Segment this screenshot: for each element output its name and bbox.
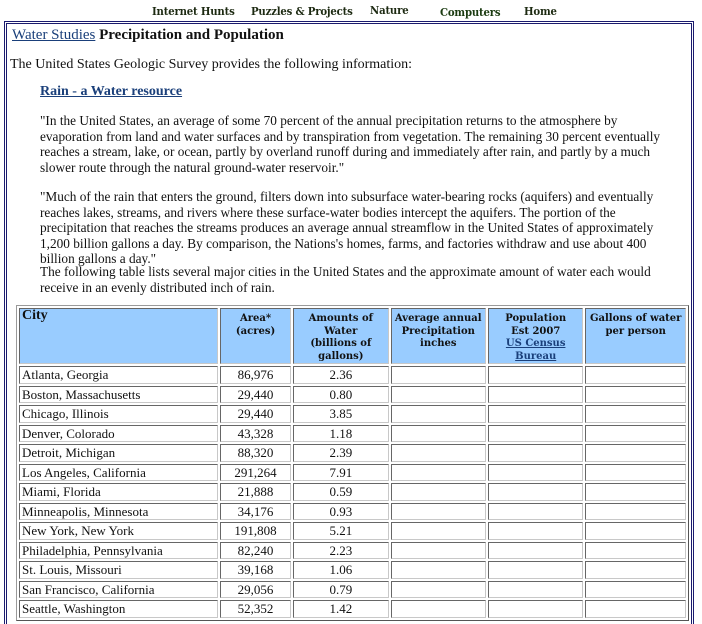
area-cell: 34,176 [220,503,291,521]
city-cell: Detroit, Michigan [19,444,218,462]
page-title-text: Precipitation and Population [95,27,284,43]
area-cell: 29,440 [220,405,291,423]
intro-text: The United States Geologic Survey provides the following information: [10,57,413,72]
gallons-per-person-cell [585,561,686,579]
gallons-per-person-cell [585,366,686,384]
col-header-water-line2: Water [324,325,358,337]
col-header-gallons-per-person [585,308,686,364]
col-header-gallons-line2: per person [605,325,666,337]
area-cell: 39,168 [220,561,291,579]
table-row [19,581,686,599]
col-header-water-amount [293,308,388,364]
col-header-precip-line3: inches [420,338,457,349]
population-cell [488,405,583,423]
area-cell: 29,440 [220,386,291,404]
water-amount-cell: 2.36 [293,366,388,384]
city-cell: Boston, Massachusetts [19,386,218,404]
city-cell: Miami, Florida [19,483,218,501]
area-cell: 29,056 [220,581,291,599]
nav-computers[interactable]: Computers [440,6,501,19]
gallons-per-person-cell [585,444,686,462]
water-amount-cell: 2.23 [293,542,388,560]
gallons-per-person-cell [585,600,686,618]
area-cell: 43,328 [220,425,291,443]
population-cell [488,464,583,482]
table-row [19,483,686,501]
col-header-city [19,308,218,364]
col-header-precip-line1: Average annual [394,313,482,324]
table-row [19,542,686,560]
col-header-water-line1: Amounts of [308,313,373,324]
quote-paragraph-1: "In the United States, an average of some 70 percent of the annual precipitation returns to the atmosphere by evaporation from land and water surfaces and by transpiration from vegetation. The remaining 30 percent eventually reaches a stream, lake, or ocean, partly by overland runoff during and immediately after rain, and partly by a much slower route through the natural ground-water reservoir." [40,113,661,175]
gallons-per-person-cell [585,425,686,443]
table-header-row [19,308,686,364]
precipitation-cell [391,522,486,540]
population-cell [488,600,583,618]
precipitation-cell [391,464,486,482]
city-cell: Atlanta, Georgia [19,366,218,384]
area-cell: 191,808 [220,522,291,540]
water-amount-cell: 1.06 [293,561,388,579]
precipitation-cell [391,425,486,443]
population-cell [488,483,583,501]
population-cell [488,561,583,579]
precipitation-cell [391,444,486,462]
content-frame [4,21,694,624]
precipitation-cell [391,483,486,501]
population-cell [488,522,583,540]
water-amount-cell: 2.39 [293,444,388,462]
population-cell [488,542,583,560]
precipitation-cell [391,600,486,618]
precipitation-cell [391,542,486,560]
nav-home[interactable]: Home [524,5,557,18]
population-cell [488,386,583,404]
area-cell: 52,352 [220,600,291,618]
water-amount-cell: 0.59 [293,483,388,501]
bureau-link[interactable]: Bureau [515,350,557,362]
table-row [19,366,686,384]
table-description: The following table lists several major cities in the United States and the approximate amount of water each would receive in an evenly distributed inch of rain. [40,264,651,295]
table-row [19,522,686,540]
table-row [19,503,686,521]
table-row [19,425,686,443]
table-row [19,386,686,404]
nav-nature[interactable]: Nature [370,4,409,17]
gallons-per-person-cell [585,386,686,404]
population-cell [488,366,583,384]
water-studies-link[interactable]: Water Studies [12,27,96,43]
water-amount-cell: 0.79 [293,581,388,599]
area-cell: 82,240 [220,542,291,560]
population-cell [488,581,583,599]
precipitation-cell [391,366,486,384]
gallons-per-person-cell [585,503,686,521]
gallons-per-person-cell [585,581,686,599]
nav-puzzles-projects[interactable]: Puzzles & Projects [251,5,353,18]
population-cell [488,503,583,521]
precipitation-cell [391,561,486,579]
city-cell: Chicago, Illinois [19,405,218,423]
table-body [19,366,686,618]
col-header-area-line1: Area* [240,313,272,324]
water-amount-cell: 0.80 [293,386,388,404]
col-header-city-label: City [22,308,48,323]
page-title [12,27,284,44]
city-cell: Philadelphia, Pennsylvania [19,542,218,560]
col-header-area-line2: (acres) [235,325,276,337]
gallons-per-person-cell [585,522,686,540]
city-cell: San Francisco, California [19,581,218,599]
top-nav [0,0,702,21]
gallons-per-person-cell [585,542,686,560]
water-amount-cell: 3.85 [293,405,388,423]
water-amount-cell: 1.18 [293,425,388,443]
col-header-pop-line1: Population [505,313,567,324]
col-header-gallons-line1: Gallons of water [589,313,682,324]
quote-paragraph-2: "Much of the rain that enters the ground, filters down into subsurface water-bearing rocks (aquifers) and eventually reaches lakes, streams, and rivers where these surface-water bodies intercept the aquifers. The portion of the precipitation that reaches the streams produces an average annual streamflow in the United States of approximately 1,200 billion gallons a day. By comparison, the Nations's homes, farms, and factories withdraw and use about 400 billion gallons a day." [40,189,654,266]
gallons-per-person-cell [585,464,686,482]
nav-internet-hunts[interactable]: Internet Hunts [152,5,235,18]
table-row [19,405,686,423]
precipitation-cell [391,581,486,599]
table-row [19,444,686,462]
col-header-precipitation [391,308,486,364]
us-census-link[interactable]: US Census [505,338,566,349]
col-header-water-line3: (billions of gallons) [310,338,372,362]
table-row [19,464,686,482]
water-amount-cell: 5.21 [293,522,388,540]
water-amount-cell: 1.42 [293,600,388,618]
area-cell: 88,320 [220,444,291,462]
gallons-per-person-cell [585,405,686,423]
city-cell: Seattle, Washington [19,600,218,618]
water-amount-cell: 0.93 [293,503,388,521]
population-cell [488,425,583,443]
col-header-precip-line2: Precipitation [401,325,475,337]
city-water-table [16,305,689,621]
city-cell: St. Louis, Missouri [19,561,218,579]
col-header-area [220,308,291,364]
precipitation-cell [391,386,486,404]
city-cell: New York, New York [19,522,218,540]
precipitation-cell [391,405,486,423]
city-cell: Minneapolis, Minnesota [19,503,218,521]
city-cell: Los Angeles, California [19,464,218,482]
population-cell [488,444,583,462]
col-header-pop-line2: Est 2007 [511,325,561,337]
area-cell: 291,264 [220,464,291,482]
table-row [19,600,686,618]
rain-water-resource-link[interactable]: Rain - a Water resource [40,84,183,99]
precipitation-cell [391,503,486,521]
city-cell: Denver, Colorado [19,425,218,443]
gallons-per-person-cell [585,483,686,501]
water-amount-cell: 7.91 [293,464,388,482]
area-cell: 86,976 [220,366,291,384]
col-header-population [488,308,583,364]
area-cell: 21,888 [220,483,291,501]
table-row [19,561,686,579]
